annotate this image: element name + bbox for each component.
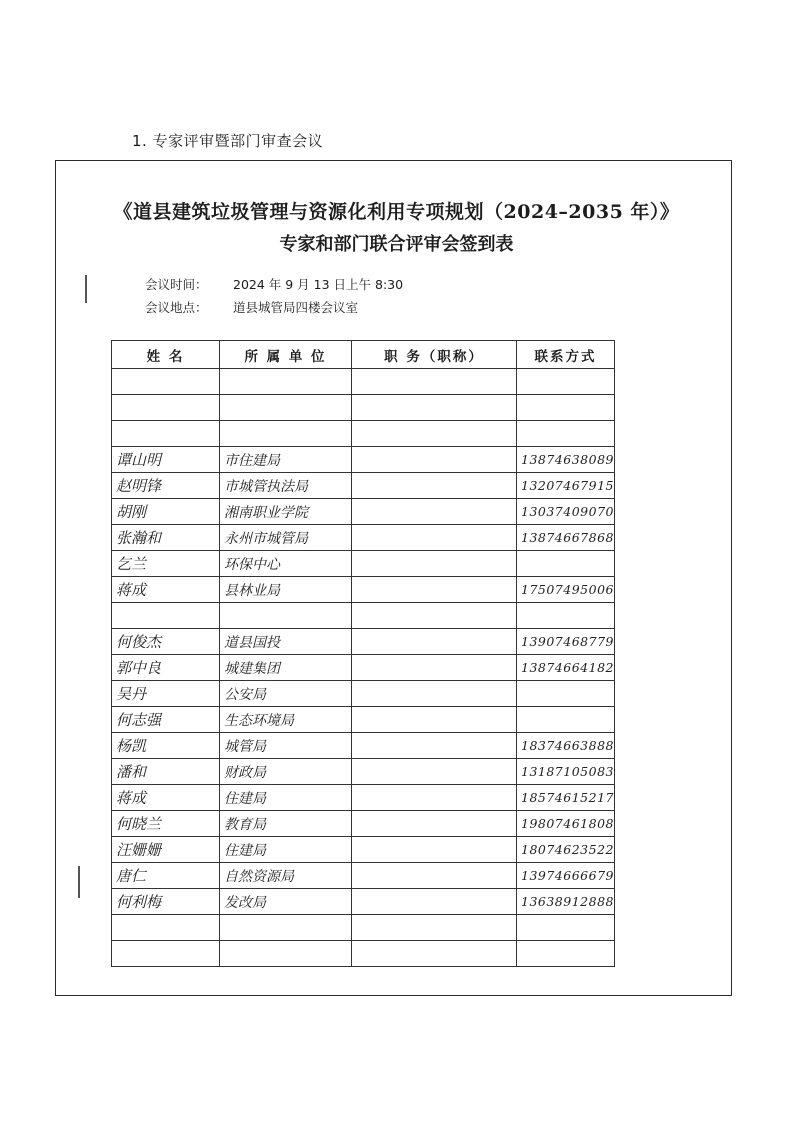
table-row	[112, 525, 615, 551]
cell-name	[112, 421, 220, 447]
cell-position	[352, 681, 517, 707]
meeting-time-label: 会议时间：	[145, 277, 208, 292]
cell-position	[352, 473, 517, 499]
cell-name: 何俊杰	[112, 629, 220, 655]
cell-position	[352, 603, 517, 629]
meeting-time-value: 2024 年 9 月 13 日上午 8:30	[233, 277, 404, 292]
cell-phone: 18374663888	[517, 733, 615, 759]
cell-position	[352, 369, 517, 395]
cell-unit: 道县国投	[220, 629, 352, 655]
cell-phone: 13874667868	[517, 525, 615, 551]
scan-margin-mark	[85, 275, 87, 303]
cell-position	[352, 629, 517, 655]
cell-unit: 城建集团	[220, 655, 352, 681]
cell-phone: 19807461808	[517, 811, 615, 837]
cell-unit: 环保中心	[220, 551, 352, 577]
table-body	[112, 369, 615, 967]
cell-position	[352, 915, 517, 941]
cell-unit: 教育局	[220, 811, 352, 837]
cell-position	[352, 811, 517, 837]
cell-unit: 县林业局	[220, 577, 352, 603]
table-row	[112, 577, 615, 603]
cell-phone: 13874664182	[517, 655, 615, 681]
cell-position	[352, 889, 517, 915]
meeting-place-value: 道县城管局四楼会议室	[233, 300, 359, 315]
header-name: 姓 名	[112, 341, 220, 369]
table-row	[112, 369, 615, 395]
cell-name: 胡刚	[112, 499, 220, 525]
cell-name	[112, 603, 220, 629]
cell-phone: 13638912888	[517, 889, 615, 915]
sign-in-table	[111, 340, 615, 967]
cell-unit	[220, 941, 352, 967]
table-header-row	[112, 341, 615, 369]
cell-unit	[220, 369, 352, 395]
cell-unit: 住建局	[220, 837, 352, 863]
cell-name: 何志强	[112, 707, 220, 733]
cell-name: 汪姗姗	[112, 837, 220, 863]
cell-phone: 13207467915	[517, 473, 615, 499]
cell-name: 郭中良	[112, 655, 220, 681]
cell-phone	[517, 941, 615, 967]
cell-position	[352, 525, 517, 551]
cell-phone	[517, 681, 615, 707]
cell-name	[112, 369, 220, 395]
meeting-place	[145, 298, 358, 316]
document-subtitle: 专家和部门联合评审会签到表	[279, 234, 514, 255]
table-row	[112, 395, 615, 421]
table-row	[112, 889, 615, 915]
cell-unit: 永州市城管局	[220, 525, 352, 551]
document-title: 《道县建筑垃圾管理与资源化利用专项规划（2024–2035 年）》	[113, 201, 680, 223]
cell-unit: 生态环境局	[220, 707, 352, 733]
cell-unit: 公安局	[220, 681, 352, 707]
cell-phone	[517, 421, 615, 447]
cell-name	[112, 915, 220, 941]
cell-phone: 13874638089	[517, 447, 615, 473]
cell-name: 何晓兰	[112, 811, 220, 837]
cell-position	[352, 421, 517, 447]
cell-position	[352, 733, 517, 759]
cell-position	[352, 499, 517, 525]
cell-unit: 自然资源局	[220, 863, 352, 889]
header-contact: 联系方式	[517, 341, 615, 369]
cell-phone	[517, 369, 615, 395]
cell-phone	[517, 915, 615, 941]
cell-unit	[220, 395, 352, 421]
table-row	[112, 655, 615, 681]
cell-phone	[517, 551, 615, 577]
cell-unit: 市住建局	[220, 447, 352, 473]
table-row	[112, 707, 615, 733]
cell-position	[352, 447, 517, 473]
cell-unit: 城管局	[220, 733, 352, 759]
cell-position	[352, 759, 517, 785]
meeting-place-label: 会议地点：	[145, 300, 208, 315]
cell-position	[352, 863, 517, 889]
cell-unit	[220, 915, 352, 941]
cell-unit	[220, 421, 352, 447]
cell-position	[352, 837, 517, 863]
cell-phone: 17507495006	[517, 577, 615, 603]
table-row	[112, 603, 615, 629]
cell-name: 吴丹	[112, 681, 220, 707]
cell-name	[112, 941, 220, 967]
table-row	[112, 785, 615, 811]
header-position: 职 务（职称）	[352, 341, 517, 369]
cell-name: 谭山明	[112, 447, 220, 473]
cell-unit: 湘南职业学院	[220, 499, 352, 525]
cell-phone: 13037409070	[517, 499, 615, 525]
cell-name: 赵明锋	[112, 473, 220, 499]
cell-position	[352, 941, 517, 967]
cell-phone	[517, 395, 615, 421]
table-row	[112, 915, 615, 941]
cell-position	[352, 577, 517, 603]
table-row	[112, 837, 615, 863]
cell-phone: 13974666679	[517, 863, 615, 889]
cell-name: 蒋成	[112, 577, 220, 603]
table-row	[112, 863, 615, 889]
scan-margin-mark	[78, 866, 80, 898]
table-row	[112, 551, 615, 577]
table-row	[112, 811, 615, 837]
cell-name: 杨凯	[112, 733, 220, 759]
table-row	[112, 499, 615, 525]
header-unit: 所 属 单 位	[220, 341, 352, 369]
table-row	[112, 473, 615, 499]
table-row	[112, 941, 615, 967]
cell-name: 蒋成	[112, 785, 220, 811]
cell-phone: 18574615217	[517, 785, 615, 811]
cell-name: 乞兰	[112, 551, 220, 577]
cell-unit	[220, 603, 352, 629]
table-row	[112, 629, 615, 655]
cell-unit: 财政局	[220, 759, 352, 785]
cell-position	[352, 395, 517, 421]
cell-name	[112, 395, 220, 421]
cell-name: 潘和	[112, 759, 220, 785]
cell-phone: 13187105083	[517, 759, 615, 785]
table-row	[112, 733, 615, 759]
table-row	[112, 681, 615, 707]
cell-phone	[517, 707, 615, 733]
cell-position	[352, 707, 517, 733]
cell-phone	[517, 603, 615, 629]
table-row	[112, 421, 615, 447]
cell-unit: 住建局	[220, 785, 352, 811]
meeting-time	[145, 275, 403, 293]
cell-unit: 市城管执法局	[220, 473, 352, 499]
table-row	[112, 447, 615, 473]
cell-name: 张瀚和	[112, 525, 220, 551]
table-row	[112, 759, 615, 785]
cell-name: 何利梅	[112, 889, 220, 915]
cell-unit: 发改局	[220, 889, 352, 915]
cell-phone: 13907468779	[517, 629, 615, 655]
cell-position	[352, 655, 517, 681]
cell-position	[352, 551, 517, 577]
cell-phone: 18074623522	[517, 837, 615, 863]
cell-name: 唐仁	[112, 863, 220, 889]
cell-position	[352, 785, 517, 811]
section-heading: 1. 专家评审暨部门审查会议	[132, 132, 324, 150]
